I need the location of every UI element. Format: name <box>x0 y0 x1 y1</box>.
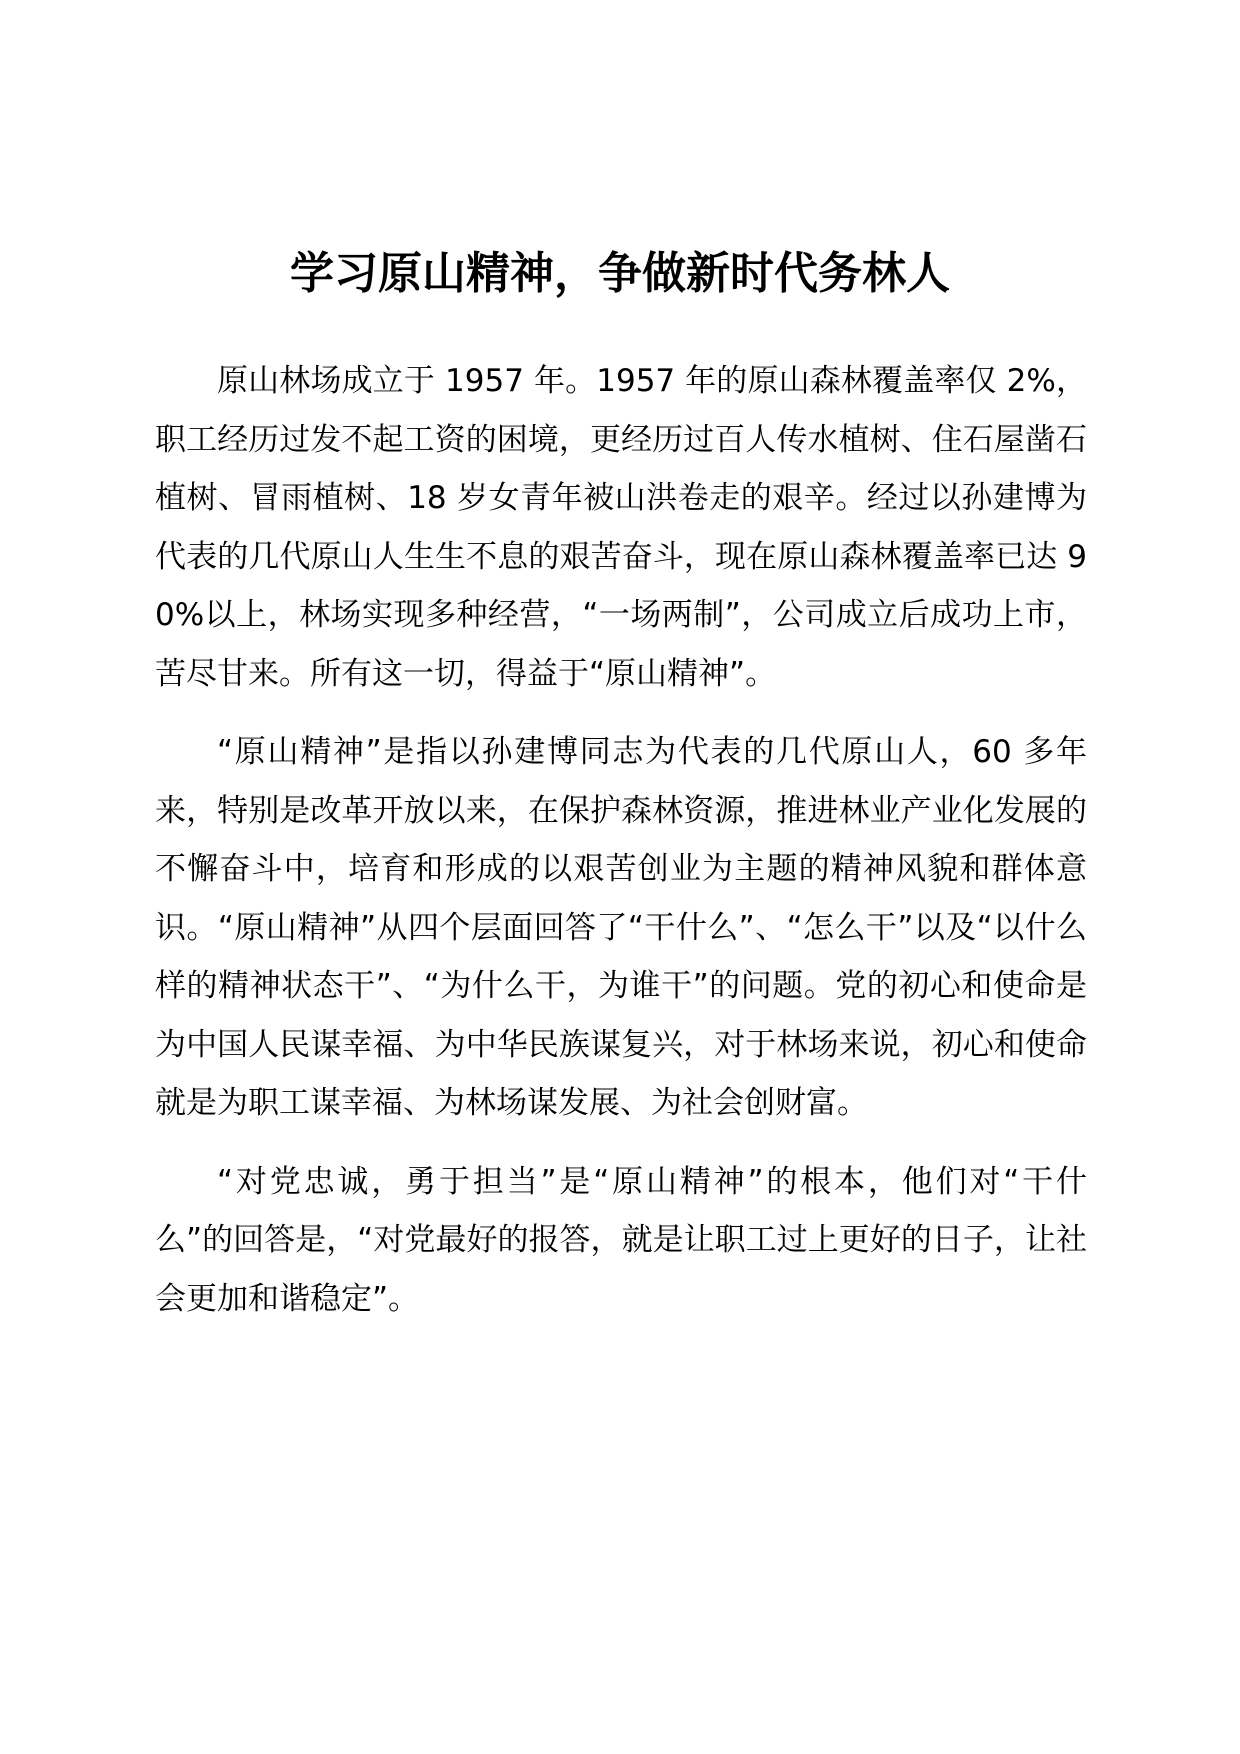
document-title: 学习原山精神，争做新时代务林人 <box>290 248 950 299</box>
document-body <box>155 352 1087 1348</box>
paragraph-1: 原山林场成立于 1957 年。1957 年的原山森林覆盖率仅 2%，职工经历过发不起工资的困境，更经历过百人传水植树、住石屋凿石植树、冒雨植树、18 岁女青年被山洪卷走的艰辛。经过以孙建博为代表的几代原山人生生不息的艰苦奋斗，现在原山森林覆盖率已达 90%以上，林场实现多种经营，“一场两制”，公司成立后成功上市，苦尽甘来。所有这一切，得益于“原山精神”。 <box>155 363 1087 692</box>
paragraph-2: “原山精神”是指以孙建博同志为代表的几代原山人，60 多年来，特别是改革开放以来，在保护森林资源，推进林业产业化发展的不懈奋斗中，培育和形成的以艰苦创业为主题的精神风貌和群体意识。“原山精神”从四个层面回答了“干什么”、“怎么干”以及“以什么样的精神状态干”、“为什么干，为谁干”的问题。党的初心和使命是为中国人民谋幸福、为中华民族谋复兴，对于林场来说，初心和使命就是为职工谋幸福、为林场谋发展、为社会创财富。 <box>155 734 1087 1121</box>
paragraph-3: “对党忠诚，勇于担当”是“原山精神”的根本，他们对“干什么”的回答是，“对党最好的报答，就是让职工过上更好的日子，让社会更加和谐稳定”。 <box>155 1163 1087 1317</box>
